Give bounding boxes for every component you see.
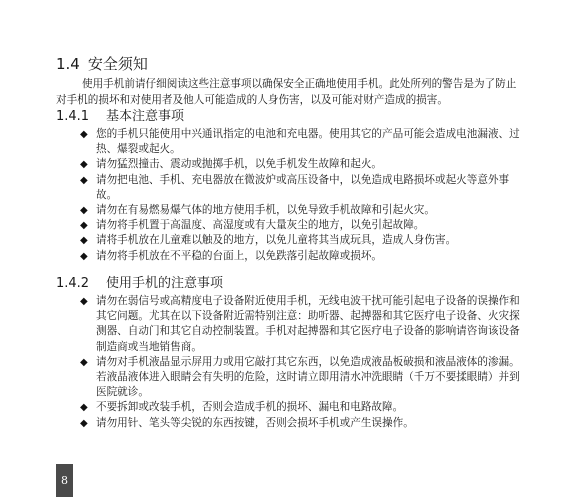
list-item-text: 请勿在弱信号或高精度电子设备附近使用手机，无线电波干扰可能引起电子设备的误操作和其它问题。尤其在以下设备附近需特别注意：助听器、起搏器和其它医疗电子设备、火灾探测器、自动门和其它自动控制装置。手机对起搏器和其它医疗电子设备的影响请咨询该设备制造商或当地销售商。 [96,295,520,353]
section-heading [56,55,148,73]
diamond-bullet-icon: ◆ [80,220,88,232]
list-item [80,127,522,157]
list-item [80,173,522,203]
basic-precautions-list [80,127,522,264]
subsection-number: 1.4.2 [56,276,90,291]
diamond-bullet-icon: ◆ [80,235,88,247]
list-item [80,355,522,401]
list-item-text: 请勿用针、笔头等尖锐的东西按键，否则会损坏手机或产生误操作。 [96,416,414,429]
diamond-bullet-icon: ◆ [80,174,88,186]
diamond-bullet-icon: ◆ [80,296,88,307]
diamond-bullet-icon: ◆ [80,250,88,262]
list-item [80,218,522,233]
usage-precautions-list [80,294,522,431]
subsection-heading-basic [56,109,184,125]
list-item [80,249,522,264]
list-item [80,294,522,355]
diamond-bullet-icon: ◆ [80,402,88,414]
list-item-text: 请勿把电池、手机、充电器放在微波炉或高压设备中，以免造成电路损坏或起火等意外事故。 [96,173,510,201]
diamond-bullet-icon: ◆ [80,129,88,140]
diamond-bullet-icon: ◆ [80,205,88,217]
list-item [80,203,522,218]
diamond-bullet-icon: ◆ [80,356,88,368]
list-item [80,400,522,415]
list-item-text: 请勿将手机放在不平稳的台面上，以免跌落引起故障或损坏。 [96,249,383,262]
list-item-text: 请勿猛烈撞击、震动或抛掷手机，以免手机发生故障和起火。 [96,158,383,171]
intro-paragraph: 使用手机前请仔细阅读这些注意事项以确保安全正确地使用手机。此处所列的警告是为了防止对手机的损坏和对使用者及他人可能造成的人身伤害，以及可能对财产造成的损害。 [56,78,517,106]
page-number-tab [56,464,73,497]
subsection-number: 1.4.1 [56,109,90,124]
list-item-text: 不要拆卸或改装手机，否则会造成手机的损坏、漏电和电路故障。 [96,401,404,414]
page-number: 8 [61,474,68,487]
list-item-text: 请勿对手机液晶显示屏用力或用它敲打其它东西，以免造成液晶板破损和液晶液体的渗漏。若液晶液体进入眼睛会有失明的危险，这时请立即用清水冲洗眼睛（千万不要揉眼睛）并到医院就诊。 [96,355,520,399]
list-item-text: 请勿在有易燃易爆气体的地方使用手机，以免导致手机故障和引起火灾。 [96,204,435,217]
subsection-title: 基本注意事项 [106,109,185,124]
section-number: 1.4 [56,55,80,73]
list-item [80,157,522,172]
section-title: 安全须知 [87,55,148,73]
subsection-heading-usage [56,276,223,292]
list-item-text: 请将手机放在儿童难以触及的地方，以免儿童将其当成玩具，造成人身伤害。 [96,234,457,247]
list-item [80,233,522,248]
diamond-bullet-icon: ◆ [80,417,88,429]
list-item-text: 请勿将手机置于高温度、高湿度或有大量灰尘的地方，以免引起故障。 [96,219,425,232]
subsection-title: 使用手机的注意事项 [106,276,224,291]
list-item [80,416,522,431]
list-item-text: 您的手机只能使用中兴通讯指定的电池和充电器。使用其它的产品可能会造成电池漏液、过热、爆裂或起火。 [96,128,520,156]
diamond-bullet-icon: ◆ [80,159,88,171]
